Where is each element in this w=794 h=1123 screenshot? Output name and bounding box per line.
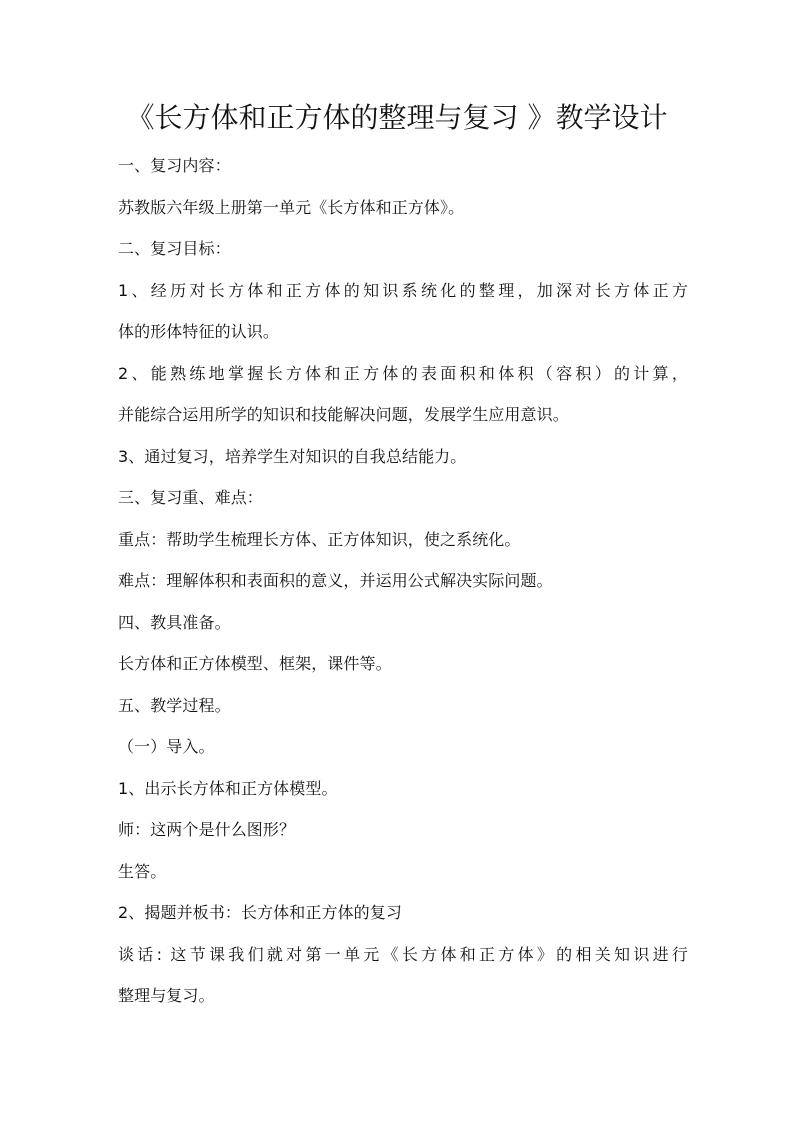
paragraph-line: 1、经历对长方体和正方体的知识系统化的整理，加深对长方体正方 <box>118 280 688 300</box>
paragraph-line: 体的形体特征的认识。 <box>118 322 280 341</box>
section-heading-key-points: 三、复习重、难点： <box>118 488 263 507</box>
section-heading-review-goals: 二、复习目标： <box>118 239 231 258</box>
paragraph-line: 苏教版六年级上册第一单元《长方体和正方体》。 <box>118 197 465 217</box>
section-heading-teaching-process: 五、教学过程。 <box>118 695 231 715</box>
paragraph-line: 长方体和正方体模型、框架，课件等。 <box>118 654 392 673</box>
subsection-heading-introduction: （一）导入。 <box>118 737 215 756</box>
paragraph-line: 难点：理解体积和表面积的意义，并运用公式解决实际问题。 <box>118 571 553 590</box>
paragraph-line: 2、揭题并板书：长方体和正方体的复习 <box>118 903 402 922</box>
paragraph-line: 生答。 <box>118 861 167 881</box>
paragraph-line: 并能综合运用所学的知识和技能解决问题，发展学生应用意识。 <box>118 405 569 424</box>
paragraph-line: 师：这两个是什么图形？ <box>118 820 296 839</box>
paragraph-line: 谈话: 这节课我们就对第一单元《长方体和正方体》的相关知识进行 <box>118 944 688 964</box>
section-heading-review-content: 一、复习内容： <box>118 156 231 175</box>
document-body <box>118 145 688 1017</box>
paragraph-line: 重点：帮助学生梳理长方体、正方体知识，使之系统化。 <box>118 529 521 549</box>
document-title: 《长方体和正方体的整理与复习 》教学设计 <box>126 101 668 134</box>
section-heading-teaching-aids: 四、教具准备。 <box>118 612 231 632</box>
paragraph-line: 2、能熟练地掌握长方体和正方体的表面积和体积（容积）的计算， <box>118 363 688 383</box>
paragraph-line: 1、出示长方体和正方体模型。 <box>118 778 338 798</box>
paragraph-line: 3、通过复习，培养学生对知识的自我总结能力。 <box>118 446 467 466</box>
paragraph-line: 整理与复习。 <box>118 986 215 1005</box>
